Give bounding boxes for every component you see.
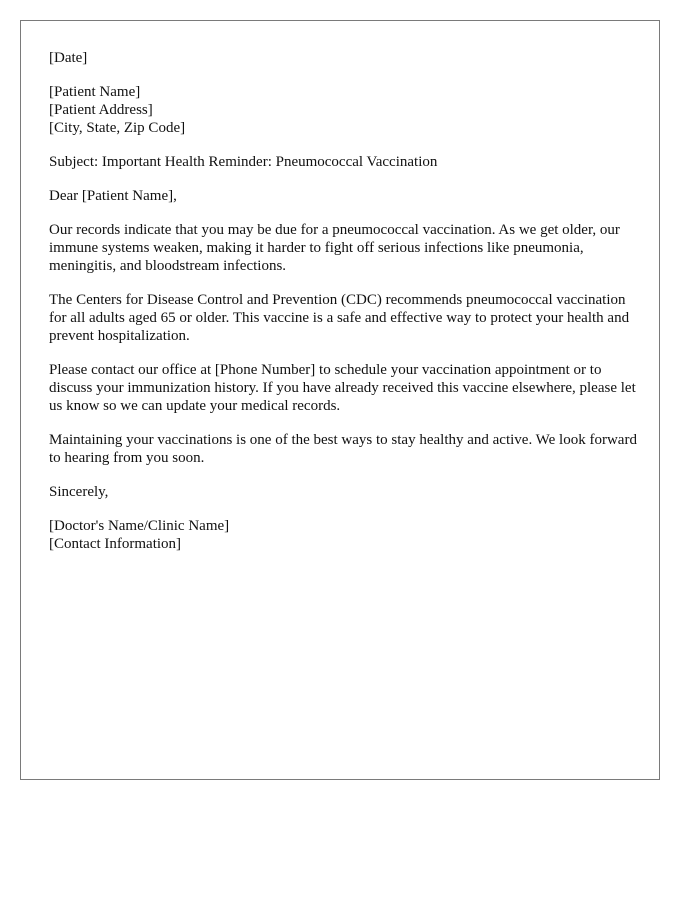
letter-page [20, 20, 660, 780]
letter-date: [Date] [49, 50, 88, 66]
letter-closing: Sincerely, [49, 484, 109, 500]
body-paragraph-1: Our records indicate that you may be due for a pneumococcal vaccination. As we get older, our immune systems weaken, making it harder to fight off serious infections like pneumonia, meningitis, and bloodstream infections. [49, 222, 620, 274]
letter-content [49, 49, 639, 569]
letter-salutation: Dear [Patient Name], [49, 188, 177, 204]
signature-contact: [Contact Information] [49, 536, 182, 552]
body-paragraph-3: Please contact our office at [Phone Number] to schedule your vaccination appointment or to discuss your immunization history. If you have already received this vaccine elsewhere, please let us know so we can update your medical records. [49, 362, 636, 414]
signature-block [49, 517, 639, 553]
recipient-address: [Patient Address] [49, 102, 153, 118]
body-paragraph-4: Maintaining your vaccinations is one of the best ways to stay healthy and active. We look forward to hearing from you soon. [49, 432, 637, 466]
recipient-city-state-zip: [City, State, Zip Code] [49, 120, 186, 136]
recipient-block [49, 83, 639, 137]
letter-subject: Subject: Important Health Reminder: Pneumococcal Vaccination [49, 154, 438, 170]
recipient-name: [Patient Name] [49, 84, 141, 100]
signature-name: [Doctor's Name/Clinic Name] [49, 518, 230, 534]
body-paragraph-2: The Centers for Disease Control and Prevention (CDC) recommends pneumococcal vaccination for all adults aged 65 or older. This vaccine is a safe and effective way to protect your health and prevent hospitalization. [49, 292, 630, 344]
